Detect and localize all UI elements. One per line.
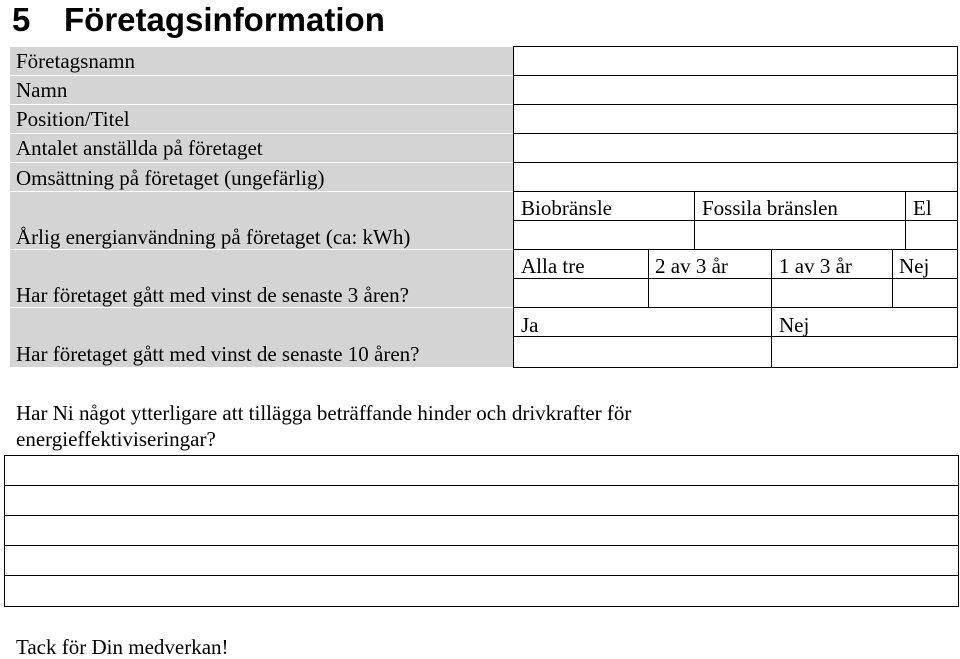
section-title: Företagsinformation [64,1,385,38]
energy-use-label: Årlig energianvändning på företaget (ca: kWh) [16,225,411,249]
section-heading [12,0,385,40]
profit-10-row [10,308,513,367]
energy-option-fossil: Fossila bränslen [702,196,838,220]
profit-10-label: Har företaget gått med vinst de senaste 10 åren? [16,342,420,366]
energy-option-electricity: El [913,196,932,220]
grid-line [771,249,772,308]
energy-fossil-input[interactable] [696,221,904,248]
energy-use-row [10,192,513,249]
profit10-option-yes: Ja [521,313,539,337]
profit3-two-of-three-checkbox[interactable] [650,279,770,306]
energy-biofuel-input[interactable] [515,221,693,248]
energy-electricity-input[interactable] [907,221,956,248]
employees-input[interactable] [515,134,956,161]
employees-row [10,134,513,162]
profit3-option-all-three: Alla tre [521,254,585,278]
turnover-row [10,163,513,191]
profit-3-row [10,250,513,307]
comments-textarea[interactable] [4,455,959,607]
section-number: 5 [12,1,31,38]
comment-line [5,545,958,546]
comment-line [5,485,958,486]
name-label: Namn [16,78,68,102]
grid-line [513,367,958,368]
grid-line [905,191,906,250]
grid-line [694,191,695,250]
profit3-option-one-of-three: 1 av 3 år [779,254,852,278]
closing-text: Tack för Din medverkan! [16,635,229,659]
name-input[interactable] [515,76,956,103]
position-row [10,105,513,133]
profit3-option-no: Nej [899,254,930,278]
profit10-yes-checkbox[interactable] [515,338,770,366]
grid-line [513,191,958,192]
grid-line [892,249,893,308]
turnover-input[interactable] [515,163,956,190]
company-name-row [10,47,513,75]
profit3-no-checkbox[interactable] [894,279,956,306]
turnover-label: Omsättning på företaget (ungefärlig) [16,166,325,190]
profit-3-label: Har företaget gått med vinst de senaste 3 åren? [16,283,410,307]
energy-option-biofuel: Biobränsle [521,196,612,220]
grid-line [957,46,958,368]
grid-line [771,307,772,368]
position-label: Position/Titel [16,107,130,131]
grid-line [648,249,649,308]
comment-line [5,575,958,576]
additional-question: Har Ni något ytterligare att tillägga beträffande hinder och drivkrafter för energieffektiviseringar? [16,401,632,451]
position-input[interactable] [515,105,956,132]
employees-label: Antalet anställda på företaget [16,136,263,160]
profit10-option-no: Nej [779,313,810,337]
company-name-label: Företagsnamn [16,49,135,73]
profit3-option-two-of-three: 2 av 3 år [655,254,728,278]
profit3-one-of-three-checkbox[interactable] [773,279,891,306]
grid-line [513,46,514,368]
profit3-all-three-checkbox[interactable] [515,279,647,306]
name-row [10,76,513,104]
profit10-no-checkbox[interactable] [773,338,956,366]
comment-line [5,515,958,516]
company-name-input[interactable] [515,47,956,74]
grid-line [513,336,958,337]
